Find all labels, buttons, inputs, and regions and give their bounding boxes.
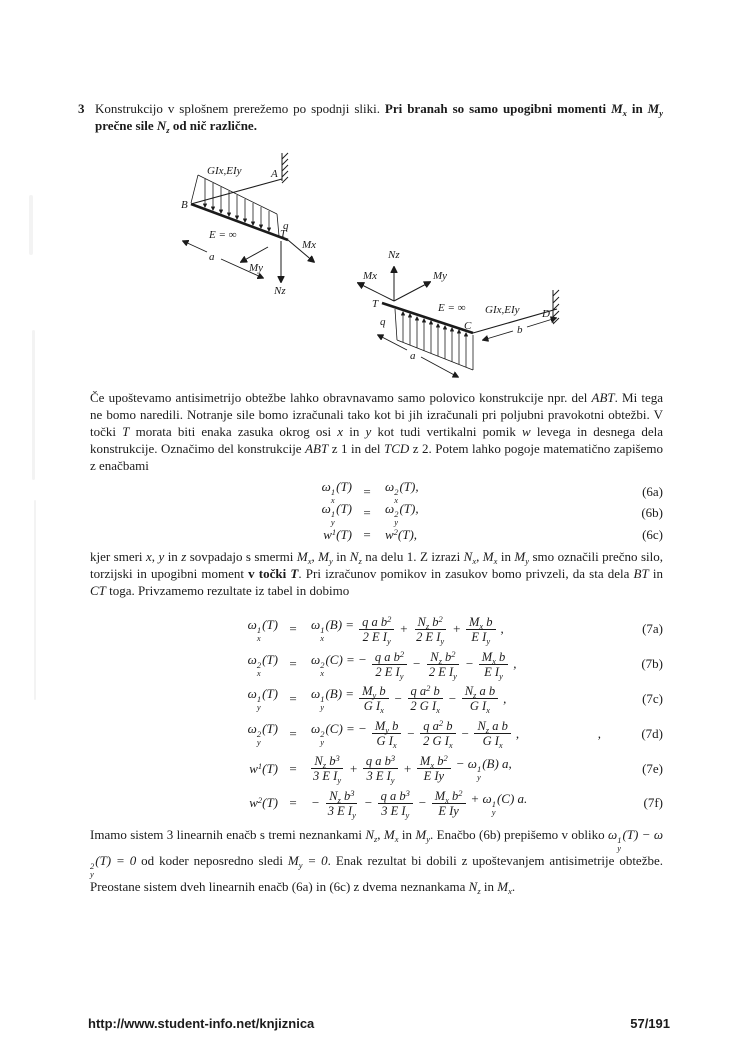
force-arrow-my [241,247,268,262]
footer-page-number: 57/191 [630,1016,670,1031]
equation-block-7 [150,612,663,821]
fig2-label-d-point: D [542,308,550,320]
fig1-label-b-point: B [181,199,188,211]
fig2-label-dim-a: a [410,350,416,362]
fig2-label-nz: Nz [388,249,400,261]
fig2-label-mx: Mx [363,270,378,282]
figure-structure-tcd [350,245,565,385]
distributed-load [191,175,279,236]
problem-text: Konstrukcijo v splošnem prerežemo po spodnji sliki. Pri branah so samo upogibni momenti $M_x$ in $M_y$ prečne sile $N_z$ od nič različne. [95,101,663,135]
fig1-label-nz: Nz [274,285,286,297]
equation-row: ω 1 x (T) = ω 1 x (B) = $\frac{q a b^2}{2 E I_y}$ + $\frac{N_z b^2}{2 E I_y}$ + $\frac{M_x b}{E I_y}$ , (7a) [247,613,663,646]
equation-row: ω 2 x (T) = ω 2 x (C) = − $\frac{q a b^2}{2 E I_y}$ − $\frac{N_z b^2}{2 E I_y}$ − $\frac{M_x b}{E I_y}$ , (7b) [247,648,663,681]
footer-url: http://www.student-info.net/knjiznica [88,1016,315,1031]
force-arrow-my [394,282,430,301]
problem-number: 3 [78,101,85,116]
fig2-label-c-point: C [464,320,472,332]
paragraph-system: Imamo sistem 3 linearnih enačb s tremi neznankami $N_z$, $M_x$ in $M_y$. Enačbo (6b) prepišemo v obliko ω 1 y (T) − ω 2 y (T) = 0 od koder neposredno sledi $M_y = 0$. Enak rezultat bi dobili z upoštevanjem antisimetrije obtežbe. Preostane sistem dveh linearnih enačb (6a) in (6c) z dvema neznankama $N_z$ in $M_x$. [90,827,664,896]
equation-row: ω 1 y (T) = ω 2 y (T), (6b) [321,500,663,527]
fig2-label-my: My [433,270,448,282]
fig1-label-gixeiy: GIx,EIy [207,165,242,177]
fig1-label-q: q [283,220,289,232]
equation-row: $w^1(T)$ = $w^2(T)$, (6c) [323,526,663,542]
paragraph-antisymmetry: Če upoštevamo antisimetrijo obtežbe lahko obravnavamo samo polovico konstrukcije npr. del ABT. Mi tega ne bomo naredili. Notranje sile bomo izračunali tako kot bi jih izračunali pri poljubni pravokotni obtežbi. V točki T morata biti enaka zasuka okrog osi x in y kot tudi vertikalni pomik w levega in desnega dela konstrukcije. Označimo del konstrukcije ABT z 1 in del TCD z 2. Potem lahko pogoje matematično zapišemo z enačbami [90,390,663,473]
equation-row: ω 2 y (T) = ω 2 y (C) = − $\frac{M_y b}{G I_x}$ − $\frac{q a^2 b}{2 G I_x}$ − $\frac{N_z a b}{G I_x}$ , , (7d) [247,718,663,751]
beam-member-bt [191,204,288,240]
scan-artifact [32,330,35,480]
equation-row: ω 1 x (T) = ω 2 x (T), (6a) [321,479,663,506]
scan-artifact [29,195,33,255]
distributed-load [395,309,473,370]
scan-artifact [34,500,36,700]
equation-row: $w^1(T)$ = $\frac{N_z b^3}{3 E I_y}$ + $\frac{q a b^3}{3 E I_y}$ + $\frac{M_x b^2}{\text{E Iy}}$ − ω 1 y (B) a, (7e) [249,753,663,786]
figure-structure-abt [165,152,325,302]
problem-statement [78,100,663,134]
dimension-a [378,335,458,377]
paragraph-directions: kjer smeri x, y in z sovpadajo s smermi $M_x$, $M_y$ in $N_z$ na delu 1. Z izrazi $N_x$, $M_x$ in $M_y$ smo označili prečno silo, torzijski in upogibni moment v točki T. Pri izračunov pomikov in zasukov bomo privzeli, da sta dela BT in CT toga. Privzamemo rezultate iz tabel in dobimo [90,549,664,598]
fig1-label-a-point: A [271,168,278,180]
equation-row: $w^2(T)$ = − $\frac{N_z b^3}{3 E I_y}$ − $\frac{q a b^3}{3 E I_y}$ − $\frac{M_x b^2}{\text{E Iy}}$ + ω 1 y (C) a. (7f) [249,787,663,820]
fig2-label-dim-b: b [517,324,523,336]
fig1-label-mx: Mx [302,239,317,251]
fig2-label-t-point: T [372,298,379,310]
equation-row: ω 1 y (T) = ω 1 y (B) = $\frac{M_y b}{G I_x}$ − $\frac{q a^2 b}{2 G I_x}$ − $\frac{N_z a b}{G I_x}$ , (7c) [247,683,663,716]
equation-block-6 [150,481,663,546]
fig1-label-e-infinity: E = ∞ [209,229,237,241]
fig2-label-gixeiy: GIx,EIy [485,304,520,316]
fixed-support-icon [282,153,288,183]
fig2-label-q: q [380,316,386,328]
fig1-label-my: My [249,262,264,274]
fig1-label-dim-a: a [209,251,215,263]
fig2-label-e-infinity: E = ∞ [438,302,466,314]
fig1-label-t-point: T [280,228,287,240]
